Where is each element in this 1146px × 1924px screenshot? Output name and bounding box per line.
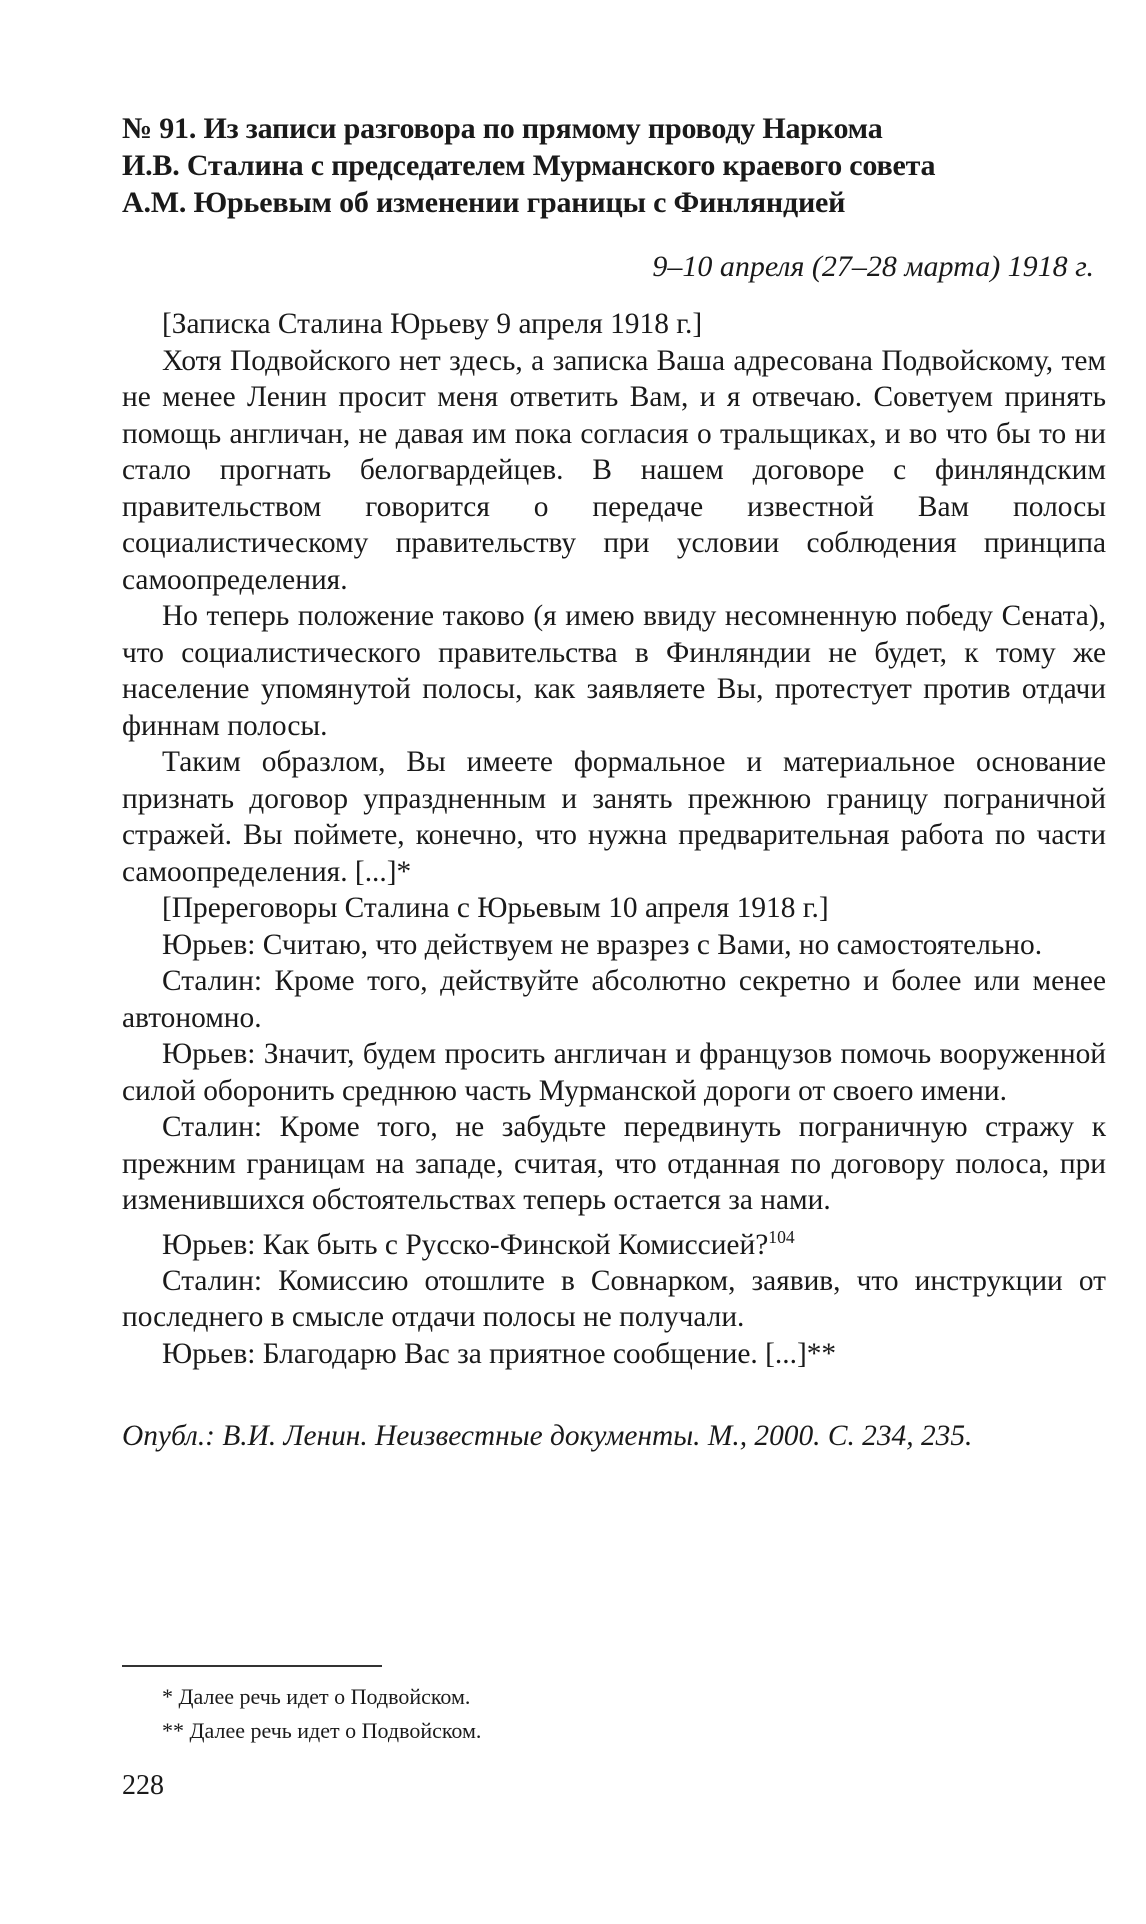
paragraph: Сталин: Кроме того, действуйте абсолютно секретно и более или менее автономно. (122, 965, 1106, 1034)
heading-line-3: А.М. Юрьевым об изменении границы с Финляндией (122, 186, 846, 219)
publication-source: Опубл.: В.И. Ленин. Неизвестные документы. М., 2000. С. 234, 235. (122, 1420, 973, 1452)
document-date: 9–10 апреля (27–28 марта) 1918 г. (652, 250, 1094, 283)
paragraph: Хотя Подвойского нет здесь, а записка Ваша адресована Подвойскому, тем не менее Ленин просит меня ответить Вам, и я отвечаю. Советуем принять помощь англичан, не давая им пока согласия о тральщиках, и во что бы то ни стало прогнать белогвардейцев. В нашем договоре с финляндским правительством говорится о передаче известной Вам полосы социалистическому правительству при условии соблюдения принципа самоопределения. (122, 344, 1106, 596)
heading-line-1: № 91. Из записи разговора по прямому проводу Наркома (122, 112, 883, 145)
paragraph: Таким образлом, Вы имеете формальное и материальное основание признать договор упраздненным и занять прежнюю границу пограничной стражей. Вы поймете, конечно, что нужна предварительная работа по части самоопределения. [...]* (122, 746, 1106, 888)
footnote-divider (122, 1665, 382, 1667)
paragraph: Юрьев: Благодарю Вас за приятное сообщение. [...]** (162, 1337, 837, 1370)
paragraph: Юрьев: Считаю, что действуем не вразрез с Вами, но самостоятельно. (162, 928, 1043, 961)
document-body (122, 306, 1106, 1372)
paragraph: Юрьев: Значит, будем просить англичан и французов помочь вооруженной силой оборонить среднюю часть Мурманской дороги от своего имени. (122, 1038, 1106, 1107)
footnote: * Далее речь идет о Подвойском. (162, 1684, 471, 1709)
paragraph-text: Юрьев: Как быть с Русско-Финской Комиссией? (162, 1228, 769, 1261)
page-number: 228 (122, 1770, 164, 1801)
paragraph: [Записка Сталина Юрьеву 9 апреля 1918 г.] (162, 308, 703, 340)
paragraph (122, 1219, 1106, 1263)
heading-line-2: И.В. Сталина с председателем Мурманского краевого совета (122, 149, 936, 182)
paragraph: [Пререговоры Сталина с Юрьевым 10 апреля 1918 г.] (162, 892, 829, 924)
footnote-reference: 104 (768, 1226, 795, 1247)
footnote: ** Далее речь идет о Подвойском. (162, 1718, 482, 1743)
paragraph: Сталин: Комиссию отошлите в Совнарком, заявив, что инструкции от последнего в смысле отдачи полосы не получали. (122, 1264, 1106, 1334)
footnotes (162, 1680, 481, 1748)
paragraph: Но теперь положение таково (я имею ввиду несомненную победу Сената), что социалистического правительства в Финляндии не будет, к тому же население упомянутой полосы, как заявляете Вы, протестует против отдачи финнам полосы. (122, 600, 1106, 742)
paragraph: Сталин: Кроме того, не забудьте передвинуть пограничную стражу к прежним границам на западе, считая, что отданная по договору полоса, при изменившихся обстоятельствах теперь остается за нами. (122, 1111, 1106, 1216)
document-heading (122, 110, 1022, 221)
